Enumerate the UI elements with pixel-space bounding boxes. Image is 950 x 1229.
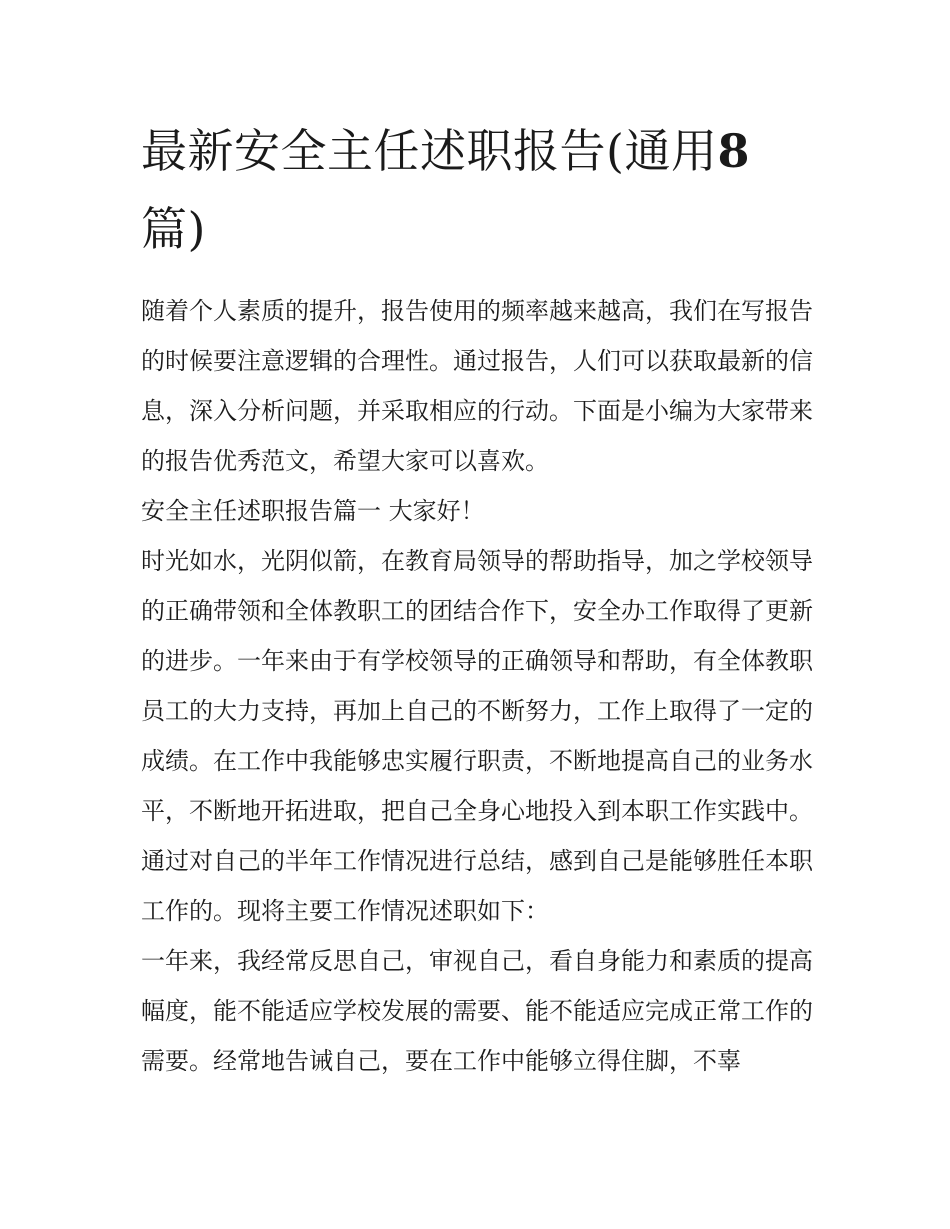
document-content <box>141 112 813 1086</box>
document-title <box>141 112 813 268</box>
body-paragraph: 一年来，我经常反思自己，审视自己，看自身能力和素质的提高幅度，能不能适应学校发展的需要、能不能适应完成正常工作的需要。经常地告诫自己，要在工作中能够立得住脚，不辜 <box>141 947 813 1075</box>
title-number: 8 <box>717 124 750 178</box>
body-paragraph: 时光如水，光阴似箭，在教育局领导的帮助指导，加之学校领导的正确带领和全体教职工的团结合作下，安全办工作取得了更新的进步。一年来由于有学校领导的正确领导和帮助，有全体教职员工的大力支持，再加上自己的不断努力，工作上取得了一定的成绩。在工作中我能够忠实履行职责，不断地提高自己的业务水平，不断地开拓进取，把自己全身心地投入到本职工作实践中。通过对自己的半年工作情况进行总结，感到自己是能够胜任本职工作的。现将主要工作情况述职如下： <box>141 547 813 925</box>
title-end-text: 篇) <box>141 202 206 256</box>
title-main-text: 最新安全主任述职报告(通用 <box>141 124 718 178</box>
intro-paragraph: 随着个人素质的提升，报告使用的频率越来越高，我们在写报告的时候要注意逻辑的合理性。通过报告，人们可以获取最新的信息，深入分析问题，并采取相应的行动。下面是小编为大家带来的报告优秀范文，希望大家可以喜欢。 <box>141 297 813 475</box>
section-heading-paragraph: 安全主任述职报告篇一 大家好！ <box>141 497 485 525</box>
